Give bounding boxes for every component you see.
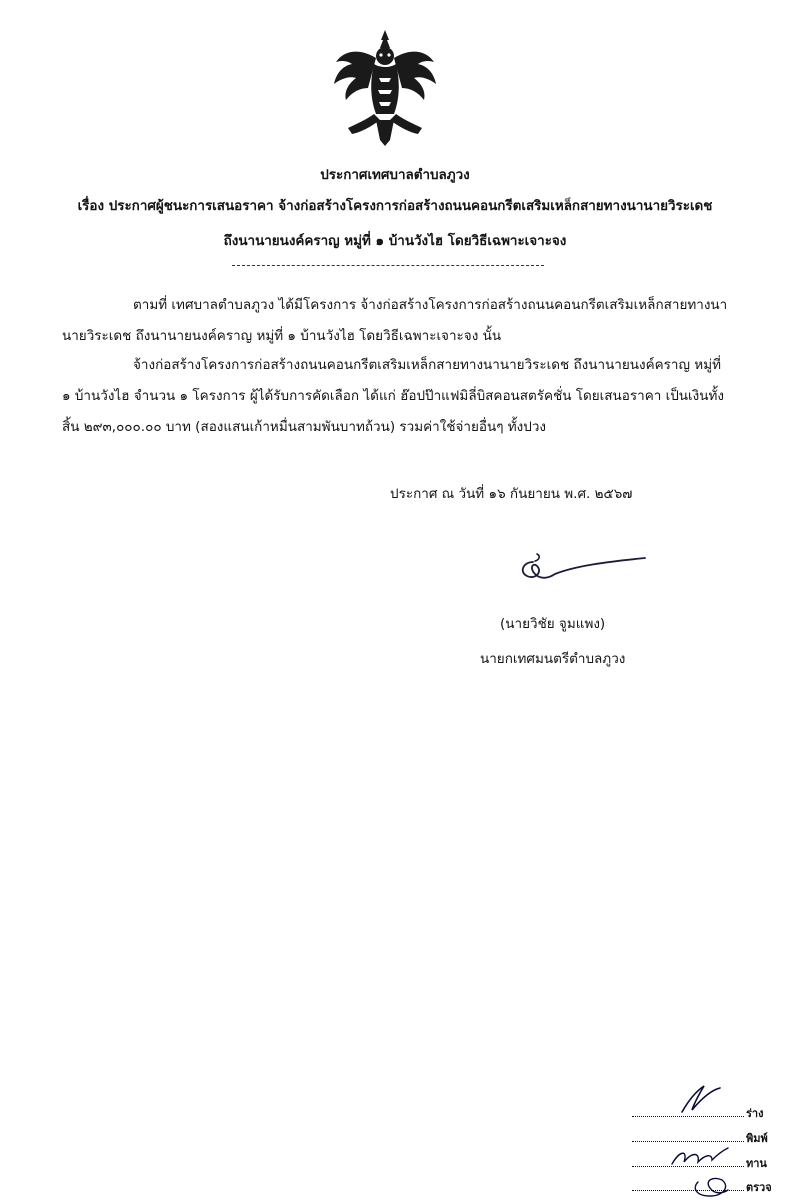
- initial-line-print: [632, 1141, 744, 1142]
- signatory-position: นายกเทศมนตรีตำบลภูวง: [480, 651, 626, 667]
- label-check: ตรวจ: [746, 1181, 772, 1194]
- subject-line-2: ถึงนานายนงค์คราญ หมู่ที่ ๑ บ้านวังไฮ โดยวิธีเฉพาะเจาะจง: [223, 234, 567, 249]
- announcement-title: ประกาศเทศบาลตำบลภูวง: [320, 168, 470, 183]
- paragraph-1-line-2: นายวิระเดช ถึงนานายนงค์คราญ หมู่ที่ ๑ บ้านวังไฮ โดยวิธีเฉพาะเจาะจง นั้น: [62, 328, 502, 344]
- paragraph-2-line-1: จ้างก่อสร้างโครงการก่อสร้างถนนคอนกรีตเสริมเหล็กสายทางนานายวิระเดช ถึงนานายนงค์คราญ หมู่ที่: [133, 357, 722, 373]
- initial-line-draft: [632, 1116, 744, 1117]
- paragraph-1-line-1: ตามที่ เทศบาลตำบลภูวง ได้มีโครงการ จ้างก่อสร้างโครงการก่อสร้างถนนคอนกรีตเสริมเหล็กสายทางนา: [133, 297, 728, 313]
- approval-initials-block: [632, 1078, 782, 1200]
- signatory-name: (นายวิชัย จูมแพง): [500, 616, 606, 632]
- announcement-date: ประกาศ ณ วันที่ ๑๖ กันยายน พ.ศ. ๒๕๖๗: [390, 486, 633, 502]
- paragraph-2-line-3: สิ้น ๒๙๓,๐๐๐.๐๐ บาท (สองแสนเก้าหมื่นสามพันบาทถ้วน) รวมค่าใช้จ่ายอื่นๆ ทั้งปวง: [62, 419, 547, 435]
- label-draft: ร่าง: [746, 1107, 764, 1120]
- subject-line-1: เรื่อง ประกาศผู้ชนะการเสนอราคา จ้างก่อสร้างโครงการก่อสร้างถนนคอนกรีตเสริมเหล็กสายทางนานายวิระเดช: [77, 199, 713, 214]
- label-review: ทาน: [746, 1157, 767, 1170]
- initial-line-check: [632, 1190, 744, 1191]
- garuda-emblem: [330, 28, 440, 146]
- label-print: พิมพ์: [746, 1132, 768, 1145]
- separator-rule: [232, 265, 544, 266]
- initial-line-review: [632, 1166, 744, 1167]
- paragraph-2-line-2: ๑ บ้านวังไฮ จำนวน ๑ โครงการ ผู้ได้รับการคัดเลือก ได้แก่ ฮ๊อปป๊าแฟมิลี่บิสคอนสตรัคชั่น โดยเสนอราคา เป็นเงินทั้ง: [62, 388, 724, 404]
- handwritten-signature: [515, 552, 650, 588]
